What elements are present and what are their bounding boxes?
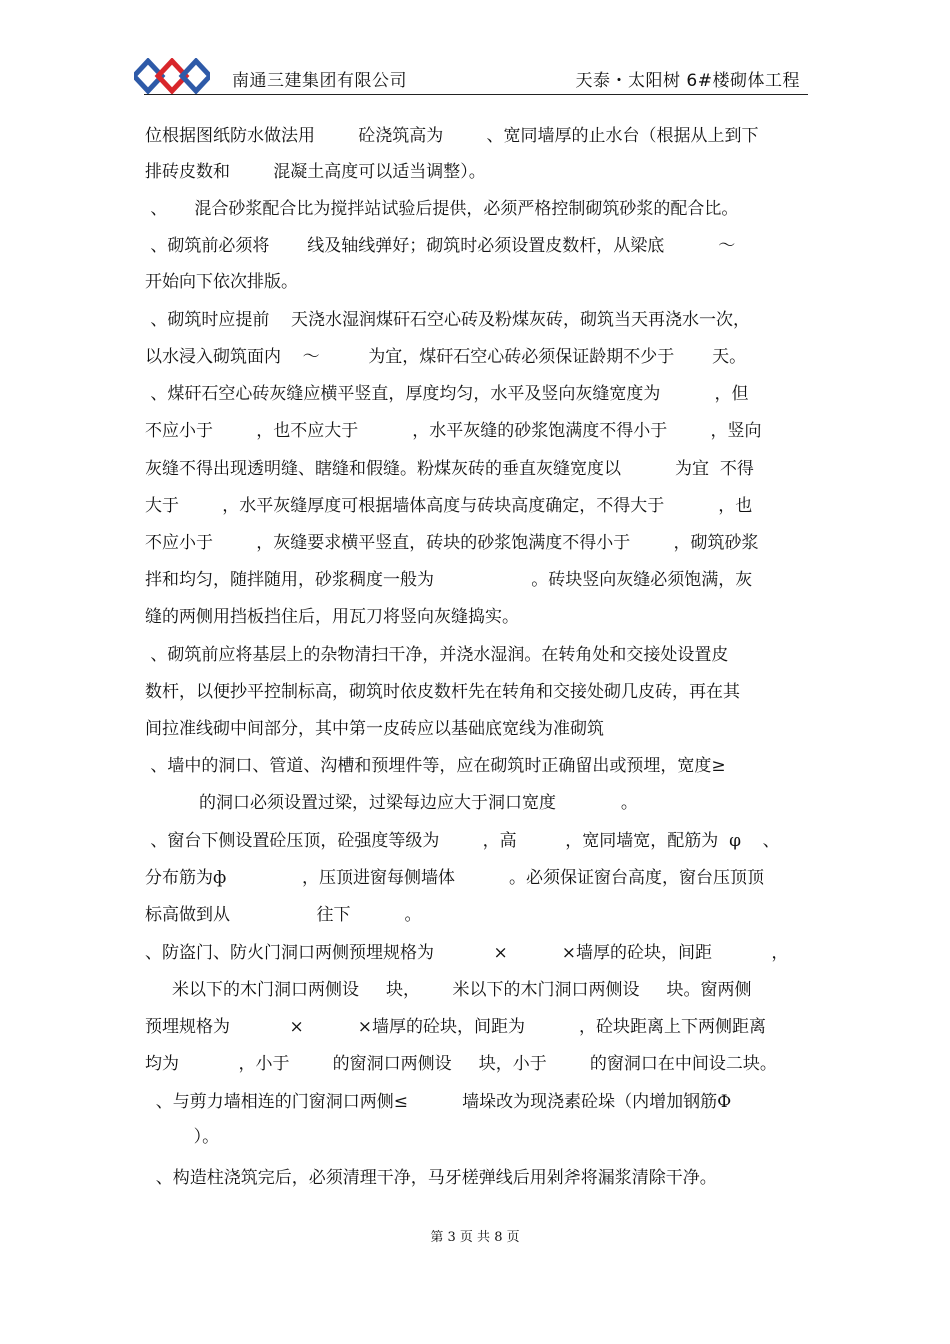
page-number-footer: 第 3 页 共 8 页 (430, 1230, 520, 1245)
text-line: 、与剪力墙相连的门窗洞口两侧≤ 墙垛改为现浇素砼垛（内增加钢筋Ф (145, 1092, 732, 1112)
text-line: 、砌筑时应提前 天浇水湿润煤矸石空心砖及粉煤灰砖，砌筑当天再浇水一次， (145, 310, 751, 330)
text-line: 不应小于 ，灰缝要求横平竖直，砖块的砂浆饱满度不得小于 ，砌筑砂浆 (145, 533, 759, 553)
text-line: 拌和均匀，随拌随用，砂浆稠度一般为 。砖块竖向灰缝必须饱满，灰 (145, 570, 753, 590)
text-line: 开始向下依次排版。 (145, 272, 298, 292)
text-line: 均为 ，小于 的窗洞口两侧设 块，小于 的窗洞口在中间设二块。 (145, 1054, 777, 1074)
text-line: 数杆，以便抄平控制标高，砌筑时依皮数杆先在转角和交接处砌几皮砖，再在其 (145, 682, 740, 702)
text-line: 间拉准线砌中间部分，其中第一皮砖应以基础底宽线为准砌筑 (145, 719, 604, 739)
text-line: 、砌筑前应将基层上的杂物清扫干净，并浇水湿润。在转角处和交接处设置皮 (145, 645, 729, 665)
text-line: 灰缝不得出现透明缝、瞎缝和假缝。粉煤灰砖的垂直灰缝宽度以 为宜 不得 (145, 459, 754, 479)
text-line: 、窗台下侧设置砼压顶，砼强度等级为 ，高 ，宽同墙宽，配筋为 φ 、 (145, 831, 780, 851)
text-line: 、 混合砂浆配合比为搅拌站试验后提供，必须严格控制砌筑砂浆的配合比。 (145, 199, 739, 219)
text-line: 、防盗门、防火门洞口两侧预埋规格为 × ×墙厚的砼块，间距 ， (145, 943, 789, 963)
text-line: 的洞口必须设置过梁，过梁每边应大于洞口宽度 。 (145, 793, 638, 813)
text-line: ）。 (145, 1127, 220, 1147)
text-line: 以水浸入砌筑面内 ～ 为宜，煤矸石空心砖必须保证龄期不少于 天。 (145, 347, 747, 367)
text-line: 排砖皮数和 混凝土高度可以适当调整）。 (145, 162, 486, 182)
project-title: 天泰・太阳树 6#楼砌体工程 (575, 71, 800, 91)
company-logo-icon (134, 58, 210, 94)
text-line: 分布筋为ф ，压顶进窗每侧墙体 。必须保证窗台高度，窗台压顶顶 (145, 868, 764, 888)
text-line: 标高做到从 往下 。 (145, 905, 422, 925)
text-line: 、煤矸石空心砖灰缝应横平竖直，厚度均匀，水平及竖向灰缝宽度为 ，但 (145, 384, 749, 404)
text-line: 位根据图纸防水做法用 砼浇筑高为 、宽同墙厚的止水台（根据从上到下 (145, 126, 759, 146)
text-line: 米以下的木门洞口两侧设 块， 米以下的木门洞口两侧设 块。窗两侧 (145, 980, 752, 1000)
header-divider (144, 94, 808, 95)
text-line: 、构造柱浇筑完后，必须清理干净，马牙槎弹线后用剁斧将漏浆清除干净。 (145, 1168, 717, 1188)
text-line: 缝的两侧用挡板挡住后，用瓦刀将竖向灰缝捣实。 (145, 607, 519, 627)
text-line: 不应小于 ，也不应大于 ，水平灰缝的砂浆饱满度不得小于 ，竖向 (145, 421, 762, 441)
text-line: 、墙中的洞口、管道、沟槽和预埋件等，应在砌筑时正确留出或预埋，宽度≥ (145, 756, 726, 776)
text-line: 、砌筑前必须将 线及轴线弹好；砌筑时必须设置皮数杆，从梁底 ～ (145, 236, 736, 256)
text-line: 预埋规格为 × ×墙厚的砼块，间距为 ，砼块距离上下两侧距离 (145, 1017, 767, 1037)
text-line: 大于 ，水平灰缝厚度可根据墙体高度与砖块高度确定，不得大于 ，也 (145, 496, 753, 516)
company-name: 南通三建集团有限公司 (232, 71, 407, 91)
